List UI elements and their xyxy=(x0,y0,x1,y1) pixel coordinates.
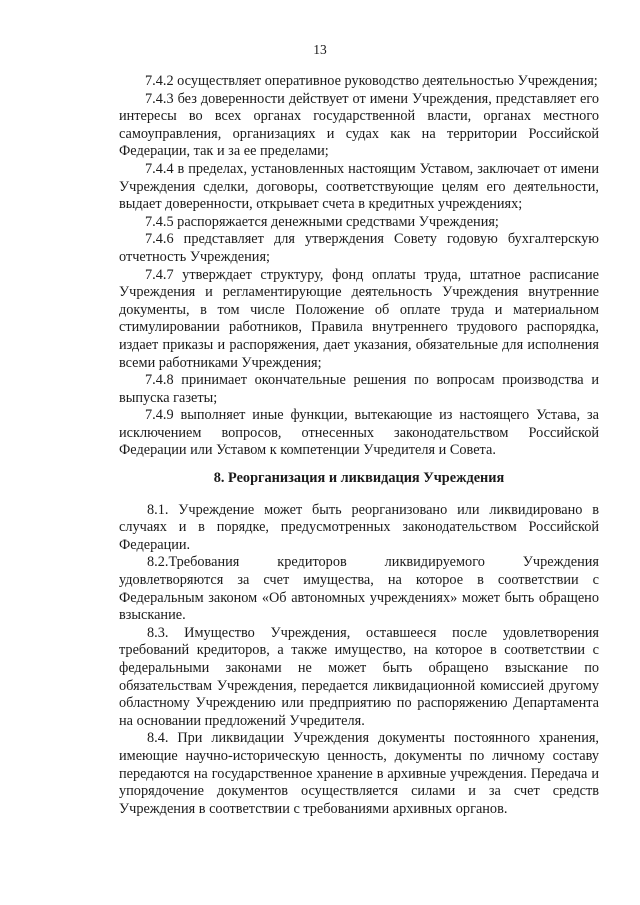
item-7-4-9: 7.4.9 выполняет иные функции, вытекающие из настоящего Устава, за исключением вопросов, отнесенных законодательством Российской Федерации или Уставом к компетенции Учредителя и Совета. xyxy=(119,407,599,459)
item-7-4-4: 7.4.4 в пределах, установленных настоящим Уставом, заключает от имени Учреждения сделки, договоры, соответствующие целям его деятельности, выдает доверенности, открывает счета в кредитных учреждениях; xyxy=(119,160,599,213)
paragraph-8-3: 8.3. Имущество Учреждения, оставшееся после удовлетворения требований кредиторов, а также имущество, на которое в соответствии с федеральными законами не может быть обращено взыскание по обязательствам Учреждения, передается ликвидационной комиссией другому областному Учреждению или предприятию по распоряжению Департамента на основании предложений Учредителя. xyxy=(119,624,599,729)
paragraph-8-1: 8.1. Учреждение может быть реорганизовано или ликвидировано в случаях и в порядке, предусмотренных законодательством Российской Федерации. xyxy=(119,501,599,553)
item-7-4-5: 7.4.5 распоряжается денежными средствами Учреждения; xyxy=(145,213,499,230)
item-7-4-2: 7.4.2 осуществляет оперативное руководство деятельностью Учреждения; xyxy=(145,73,598,89)
item-7-4-7: 7.4.7 утверждает структуру, фонд оплаты труда, штатное расписание Учреждения и регламентирующие деятельность Учреждения внутренние документы, в том числе Положение об оплате труда и материальном стимулировании работников, Правила внутреннего трудового распорядка, издает приказы и распоряжения, дает указания, обязательные для исполнения всеми работниками Учреждения; xyxy=(119,266,599,371)
page-number: 13 xyxy=(313,42,327,57)
item-7-4-3: 7.4.3 без доверенности действует от имени Учреждения, представляет его интересы во всех органах государственной власти, органах местного самоуправления, организациях и судах как на территории Российской Федерации, так и за ее пределами; xyxy=(119,90,599,160)
document-body xyxy=(119,73,599,818)
paragraph-8-4: 8.4. При ликвидации Учреждения документы постоянного хранения, имеющие научно-историческую ценность, документы по личному составу передаются на государственное хранение в архивные учреждения. Передача и упорядочение документов осуществляется силами и за счет средств Учреждения в соответствии с требованиями архивных органов. xyxy=(119,730,599,817)
section-8-heading: 8. Реорганизация и ликвидация Учреждения xyxy=(213,470,505,487)
item-7-4-8: 7.4.8 принимает окончательные решения по вопросам производства и выпуска газеты; xyxy=(119,372,599,406)
paragraph-8-2: 8.2.Требования кредиторов ликвидируемого Учреждения удовлетворяются за счет имущества, на которое в соответствии с Федеральным законом «Об автономных учреждениях» может быть обращено взыскание. xyxy=(119,554,599,624)
item-7-4-6: 7.4.6 представляет для утверждения Совету годовую бухгалтерскую отчетность Учреждения; xyxy=(119,231,599,265)
